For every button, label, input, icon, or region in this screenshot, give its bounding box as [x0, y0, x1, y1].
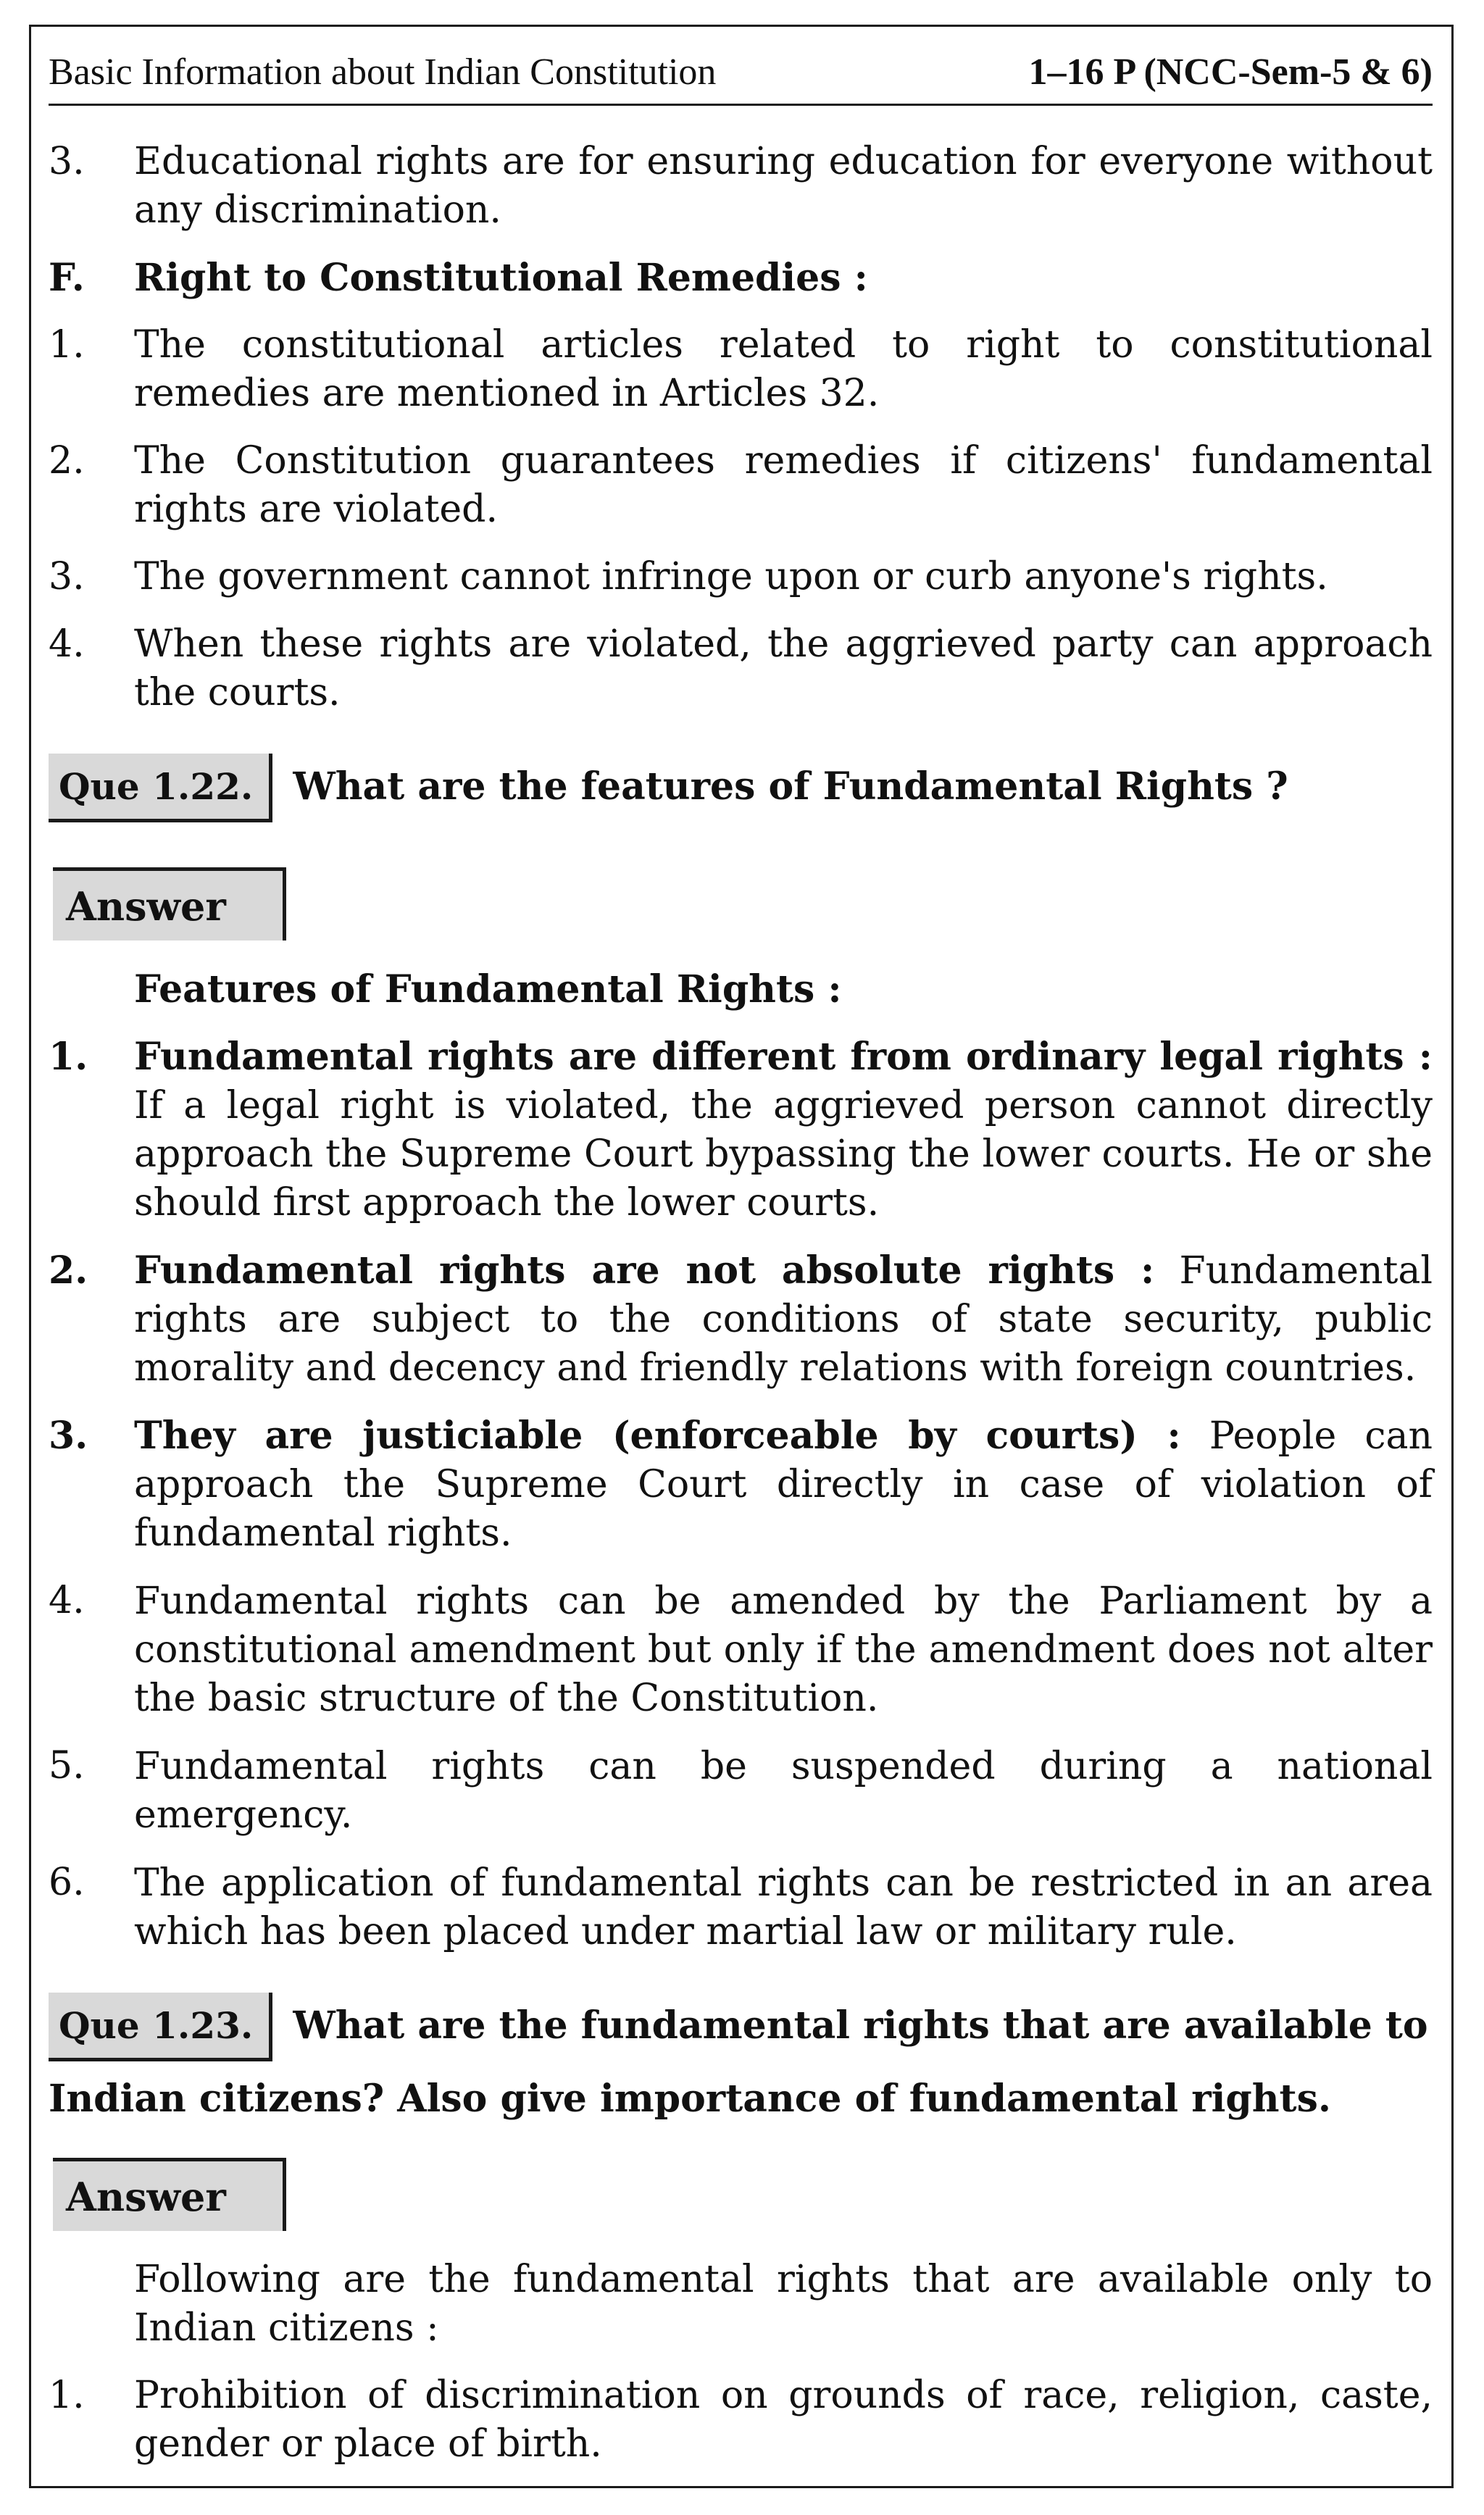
item-text: The Constitution guarantees remedies if citizens' fundamental rights are violated. — [134, 439, 1433, 531]
list-item — [49, 620, 1433, 717]
answer-label: Answer — [53, 867, 286, 940]
answer-label: Answer — [53, 2158, 286, 2231]
item-number: 2. — [49, 1248, 88, 1293]
item-text: Prohibition of discrimination on grounds of race, religion, caste, gender or place of birth. — [134, 2374, 1433, 2466]
item-text: Fundamental rights can be suspended during a national emergency. — [134, 1745, 1433, 1837]
question-text: What are the fundamental rights that are available to — [293, 2003, 1428, 2048]
list-item — [49, 1033, 1433, 1227]
question-text-continued: Indian citizens? Also give importance of fundamental rights. — [49, 2077, 1331, 2121]
page-content — [49, 43, 1433, 2469]
list-item — [49, 2372, 1433, 2469]
section-letter: F. — [49, 256, 85, 300]
item-number: 3. — [49, 555, 85, 598]
item-text: If a legal right is violated, the aggrieved person cannot directly approach the Supreme Court bypassing the lower courts. He or she should first approach the lower courts. — [134, 1084, 1433, 1225]
header-title: Basic Information about Indian Constitution — [49, 51, 717, 93]
item-number: 1. — [49, 2374, 85, 2417]
question-label: Que 1.23. — [49, 1993, 272, 2061]
item-number: 5. — [49, 1744, 85, 1788]
item-text: The government cannot infringe upon or curb anyone's rights. — [134, 555, 1328, 598]
list-item — [49, 1411, 1433, 1558]
list-item — [49, 321, 1433, 418]
item-text: When these rights are violated, the aggrieved party can approach the courts. — [134, 622, 1433, 714]
item-number: 3. — [49, 140, 85, 183]
list-item — [49, 1577, 1433, 1723]
header-page-number: 1–16 P (NCC-Sem-5 & 6) — [1028, 51, 1433, 93]
list-item — [49, 1742, 1433, 1840]
section-heading — [49, 254, 1433, 302]
item-bold-lead: Fundamental rights are different from ordinary legal rights : — [134, 1035, 1433, 1079]
list-item — [49, 553, 1433, 601]
item-number: 6. — [49, 1861, 85, 1904]
item-number: 4. — [49, 622, 85, 666]
item-text: The constitutional articles related to right to constitutional remedies are mentioned in Articles 32. — [134, 323, 1433, 415]
list-item — [49, 1859, 1433, 1956]
list-item — [49, 437, 1433, 534]
question-1-22 — [49, 754, 1433, 822]
page-header — [49, 43, 1433, 106]
item-number: 2. — [49, 439, 85, 483]
item-number: 4. — [49, 1579, 85, 1622]
question-1-23 — [49, 1993, 1433, 2061]
item-text: Educational rights are for ensuring education for everyone without any discrimination. — [134, 140, 1433, 232]
item-number: 1. — [49, 1035, 88, 1079]
answer-subheading: Features of Fundamental Rights : — [134, 967, 842, 1012]
item-text: Fundamental rights can be amended by the Parliament by a constitutional amendment but only if the amendment does not alter the basic structure of the Constitution. — [134, 1580, 1433, 1720]
answer-intro: Following are the fundamental rights that are available only to Indian citizens : — [134, 2258, 1433, 2350]
item-text: The application of fundamental rights can be restricted in an area which has been placed under martial law or military rule. — [134, 1861, 1433, 1953]
item-bold-lead: Fundamental rights are not absolute rights : — [134, 1248, 1155, 1293]
list-item — [49, 138, 1433, 235]
item-text: People can approach the Supreme Court directly in case of violation of fundamental rights. — [134, 1414, 1433, 1555]
item-number: 3. — [49, 1414, 88, 1458]
question-text: What are the features of Fundamental Rights ? — [293, 764, 1288, 809]
item-bold-lead: They are justiciable (enforceable by courts) : — [134, 1414, 1181, 1458]
section-title: Right to Constitutional Remedies : — [134, 256, 868, 300]
item-number: 1. — [49, 323, 85, 367]
question-label: Que 1.22. — [49, 754, 272, 822]
list-item — [49, 1246, 1433, 1393]
item-text: Fundamental rights are subject to the conditions of state security, public morality and decency and friendly relations with foreign countries. — [134, 1249, 1433, 1390]
